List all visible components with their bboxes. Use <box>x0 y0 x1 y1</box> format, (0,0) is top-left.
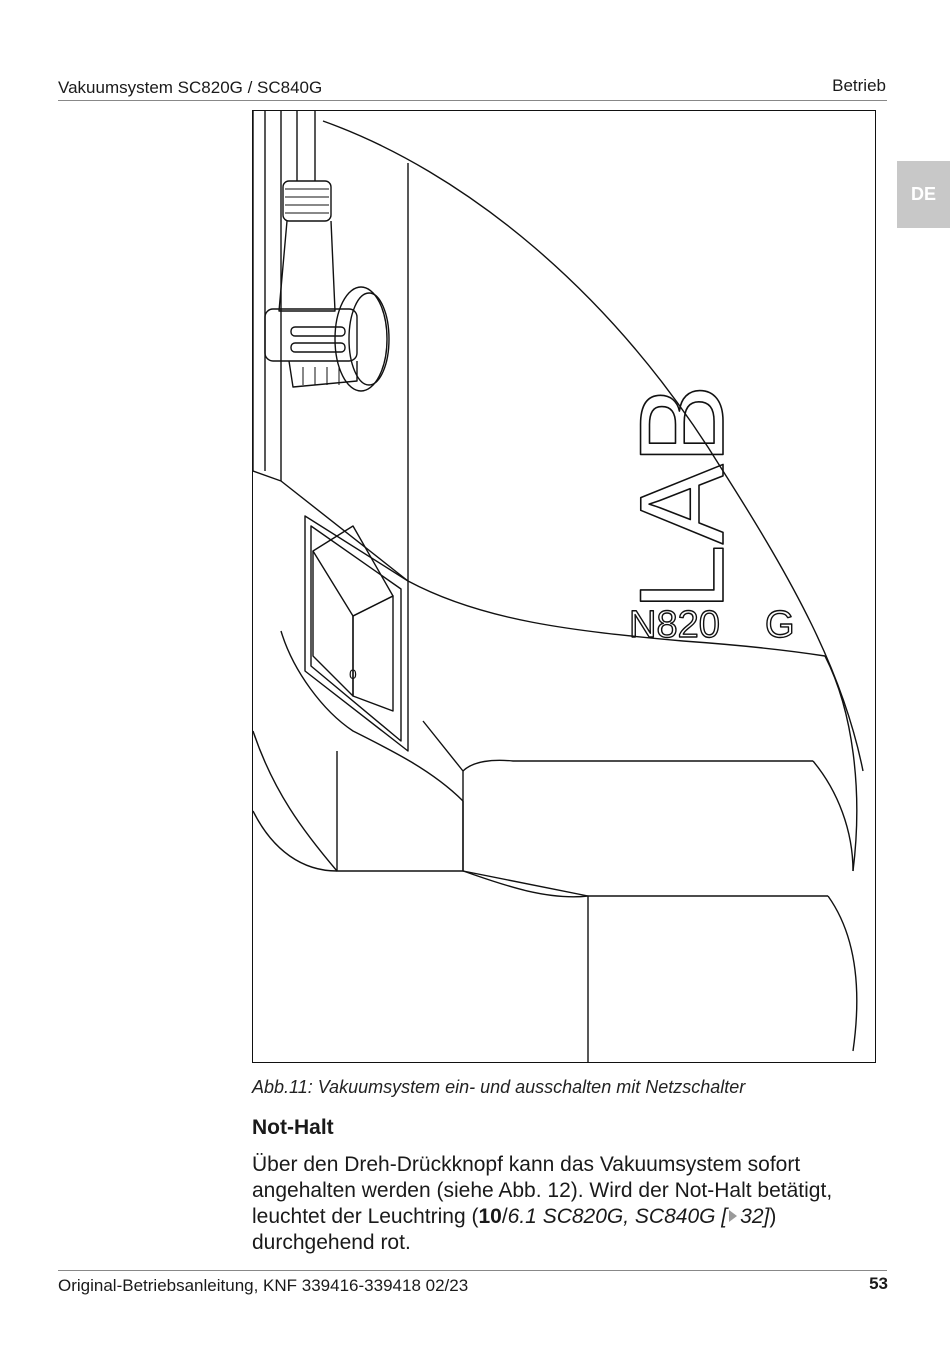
device-model-suffix: G <box>765 604 795 646</box>
header-title: Vakuumsystem SC820G / SC840G <box>58 78 323 97</box>
page-arrow-icon <box>729 1210 737 1222</box>
footer-divider <box>58 1270 887 1271</box>
footer-document-id: Original-Betriebsanleitung, KNF 339416-339418 02/23 <box>58 1276 469 1295</box>
page-number: 53 <box>869 1274 888 1293</box>
ref-section: 6.1 SC820G, SC840G [ <box>507 1205 728 1228</box>
device-line-drawing <box>253 111 875 1062</box>
section-heading: Not-Halt <box>252 1116 334 1139</box>
device-lab-label: LAB <box>615 384 749 611</box>
body-text-part1: Über den Dreh-Drückknopf kann das Vakuumsystem sofort angehalten werden (siehe Abb. 12). Wird der Not-Halt betätigt, leuchtet der Leuchtring ( <box>252 1153 833 1228</box>
header-divider <box>58 100 887 101</box>
section-body-text <box>252 1152 872 1256</box>
ref-number: 10 <box>478 1205 502 1228</box>
switch-symbol: 0 <box>349 666 357 682</box>
ref-slash: / <box>501 1205 508 1228</box>
cross-reference-link[interactable] <box>508 1205 770 1228</box>
body-text-part2: ) durchgehend rot. <box>252 1205 777 1254</box>
figure-caption: Abb.11: Vakuumsystem ein- und ausschalten mit Netzschalter <box>252 1077 746 1097</box>
header-section: Betrieb <box>832 76 886 95</box>
figure-illustration <box>252 110 876 1063</box>
device-model-label: N820 <box>629 604 720 646</box>
ref-page: 32] <box>740 1205 770 1228</box>
language-tab[interactable]: DE <box>897 161 950 228</box>
